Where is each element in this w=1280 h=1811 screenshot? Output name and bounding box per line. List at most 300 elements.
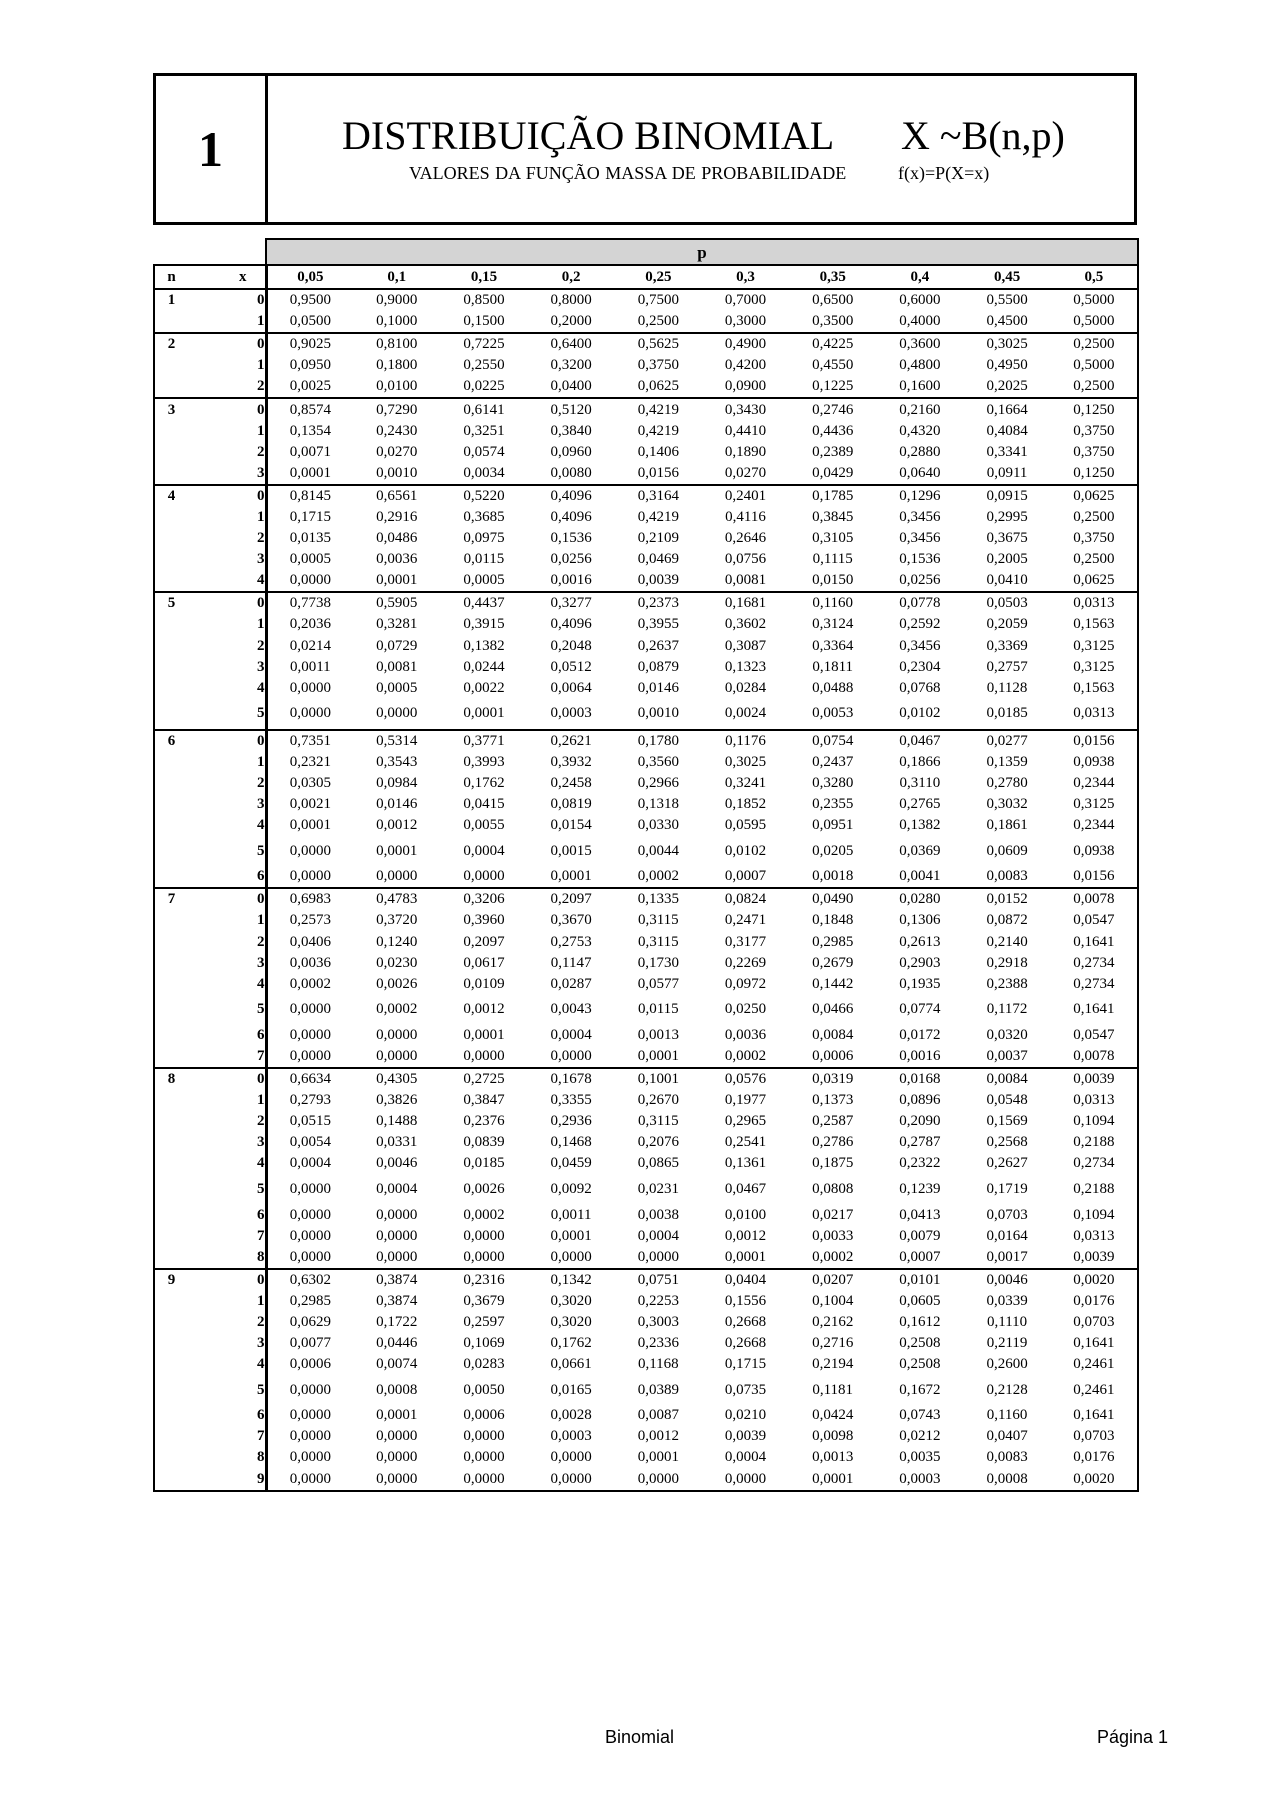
probability-cell: 0,2918 — [986, 954, 1028, 971]
probability-cell: 0,0001 — [376, 1407, 418, 1424]
probability-cell: 0,0000 — [353, 1046, 440, 1068]
table-row — [154, 1447, 1138, 1468]
probability-cell: 0,1852 — [724, 796, 767, 813]
probability-cell: 0,0021 — [289, 796, 331, 813]
probability-cell: 0,1762 — [463, 775, 505, 792]
probability-cell: 0,0270 — [702, 463, 789, 485]
probability-cell: 0,0036 — [376, 551, 418, 568]
probability-cell: 0,0001 — [702, 1247, 789, 1269]
probability-cell: 0,0079 — [899, 1227, 941, 1244]
probability-cell: 0,0446 — [376, 1335, 418, 1352]
n-cell — [154, 1046, 188, 1068]
probability-cell: 0,0000 — [615, 1469, 702, 1491]
n-cell — [154, 421, 188, 442]
n-cell — [154, 1291, 188, 1312]
probability-cell: 0,0467 — [724, 1180, 767, 1197]
probability-cell: 0,3025 — [724, 753, 767, 770]
probability-cell: 0,0064 — [550, 679, 592, 696]
probability-cell: 0,4320 — [899, 422, 941, 439]
probability-cell: 0,0001 — [615, 1046, 702, 1068]
table-row — [154, 752, 1138, 773]
probability-cell: 0,0100 — [724, 1206, 767, 1223]
probability-cell: 0,1866 — [899, 753, 941, 770]
probability-cell: 0,0577 — [637, 975, 679, 992]
probability-cell: 0,7351 — [266, 730, 353, 752]
probability-cell: 0,0743 — [899, 1407, 941, 1424]
x-cell: 1 — [188, 614, 266, 635]
x-cell: 3 — [188, 463, 266, 485]
probability-cell: 0,9000 — [376, 292, 418, 309]
probability-cell: 0,1147 — [550, 954, 592, 971]
x-cell: 2 — [188, 636, 266, 657]
table-body — [154, 289, 1138, 1491]
probability-cell: 0,1977 — [724, 1092, 767, 1109]
probability-cell: 0,0013 — [812, 1449, 854, 1466]
probability-cell: 0,0703 — [1051, 1426, 1138, 1447]
probability-cell: 0,0000 — [463, 1227, 505, 1244]
probability-cell: 0,0001 — [266, 463, 353, 485]
p-header: p — [266, 239, 1138, 265]
probability-cell: 0,2587 — [812, 1113, 854, 1130]
table-row — [154, 1153, 1138, 1174]
x-cell: 3 — [188, 549, 266, 570]
p-column-header: 0,25 — [615, 265, 702, 289]
probability-cell: 0,1563 — [1051, 614, 1138, 635]
probability-cell: 0,5000 — [1051, 311, 1138, 333]
probability-cell: 0,2430 — [376, 422, 418, 439]
footer-page-number: Página 1 — [1096, 1727, 1168, 1747]
probability-cell: 0,1110 — [987, 1313, 1028, 1330]
probability-cell: 0,0037 — [964, 1046, 1051, 1068]
probability-cell: 0,2668 — [724, 1335, 767, 1352]
table-row — [154, 355, 1138, 376]
probability-cell: 0,0146 — [376, 796, 418, 813]
probability-cell: 0,0339 — [986, 1292, 1028, 1309]
n-cell — [154, 678, 188, 699]
table-row — [154, 773, 1138, 794]
table-row — [154, 636, 1138, 657]
n-column-header: n — [154, 265, 188, 289]
probability-cell: 0,4783 — [353, 888, 440, 910]
probability-cell: 0,3032 — [986, 796, 1028, 813]
probability-cell: 0,1536 — [550, 530, 592, 547]
probability-cell: 0,1730 — [637, 954, 679, 971]
probability-cell: 0,4800 — [899, 357, 941, 374]
probability-cell: 0,0168 — [876, 1068, 963, 1090]
probability-cell: 0,1004 — [812, 1292, 854, 1309]
probability-cell: 0,1335 — [615, 888, 702, 910]
probability-cell: 0,1181 — [812, 1381, 854, 1398]
table-row — [154, 1204, 1138, 1225]
probability-cell: 0,1811 — [812, 658, 854, 675]
probability-cell: 0,1719 — [986, 1180, 1028, 1197]
n-cell — [154, 355, 188, 376]
probability-cell: 0,0150 — [789, 570, 876, 592]
probability-cell: 0,5625 — [615, 333, 702, 355]
probability-cell: 0,0000 — [376, 1227, 418, 1244]
probability-cell: 0,0389 — [637, 1381, 679, 1398]
n-cell — [154, 1375, 188, 1405]
probability-cell: 0,2389 — [812, 443, 854, 460]
n-cell: 8 — [154, 1068, 188, 1090]
probability-cell: 0,0176 — [1051, 1447, 1138, 1468]
table-row — [154, 463, 1138, 485]
probability-cell: 0,7290 — [353, 398, 440, 420]
probability-cell: 0,5120 — [528, 398, 615, 420]
probability-cell: 0,0115 — [637, 1001, 679, 1018]
probability-cell: 0,2734 — [1051, 1153, 1138, 1174]
probability-cell: 0,3177 — [724, 933, 767, 950]
blank-corner — [154, 239, 188, 265]
probability-cell: 0,4219 — [637, 508, 679, 525]
probability-cell: 0,9025 — [266, 333, 353, 355]
table-row — [154, 421, 1138, 442]
probability-cell: 0,1715 — [289, 508, 331, 525]
x-cell: 8 — [188, 1447, 266, 1468]
probability-cell: 0,0092 — [550, 1180, 592, 1197]
distribution-formula: X ~B(n,p) — [901, 113, 1065, 158]
probability-cell: 0,3341 — [986, 443, 1028, 460]
probability-cell: 0,3115 — [637, 933, 679, 950]
probability-cell: 0,0083 — [964, 866, 1051, 888]
probability-cell: 0,1160 — [986, 1407, 1028, 1424]
probability-cell: 0,2162 — [812, 1313, 854, 1330]
probability-cell: 0,0008 — [376, 1381, 418, 1398]
probability-cell: 0,3105 — [812, 530, 854, 547]
probability-cell: 0,1406 — [637, 443, 679, 460]
x-cell: 3 — [188, 953, 266, 974]
probability-cell: 0,2036 — [289, 616, 331, 633]
probability-cell: 0,1785 — [789, 485, 876, 507]
probability-cell: 0,0109 — [463, 975, 505, 992]
probability-cell: 0,1323 — [724, 658, 767, 675]
probability-cell: 0,5000 — [1051, 289, 1138, 311]
n-cell — [154, 1226, 188, 1247]
probability-cell: 0,0407 — [986, 1428, 1028, 1445]
probability-cell: 0,3280 — [812, 775, 854, 792]
probability-cell: 0,1722 — [376, 1313, 418, 1330]
probability-cell: 0,0003 — [550, 1428, 592, 1445]
probability-cell: 0,0000 — [615, 1247, 702, 1269]
n-cell: 1 — [154, 289, 188, 311]
probability-cell: 0,0000 — [353, 866, 440, 888]
probability-cell: 0,0625 — [615, 376, 702, 398]
table-row — [154, 866, 1138, 888]
table-row — [154, 1132, 1138, 1153]
x-cell: 0 — [188, 289, 266, 311]
x-cell: 3 — [188, 1333, 266, 1354]
probability-cell: 0,0004 — [637, 1227, 679, 1244]
table-row — [154, 1426, 1138, 1447]
probability-cell: 0,0006 — [463, 1407, 505, 1424]
probability-cell: 0,0661 — [550, 1356, 592, 1373]
probability-cell: 0,2734 — [1051, 953, 1138, 974]
footer-sheet-name: Binomial — [605, 1727, 675, 1747]
x-cell: 1 — [188, 355, 266, 376]
probability-cell: 0,0008 — [964, 1469, 1051, 1491]
probability-cell: 0,0000 — [376, 1449, 418, 1466]
probability-cell: 0,0000 — [376, 1026, 418, 1043]
probability-cell: 0,2793 — [289, 1092, 331, 1109]
probability-cell: 0,1160 — [789, 592, 876, 614]
probability-cell: 0,0185 — [463, 1155, 505, 1172]
probability-cell: 0,0500 — [266, 311, 353, 333]
table-row — [154, 507, 1138, 528]
probability-cell: 0,1672 — [899, 1381, 941, 1398]
x-cell: 0 — [188, 888, 266, 910]
probability-cell: 0,3675 — [986, 530, 1028, 547]
probability-cell: 0,0156 — [1051, 866, 1138, 888]
probability-cell: 0,1536 — [899, 551, 941, 568]
x-cell: 5 — [188, 699, 266, 730]
probability-cell: 0,3845 — [812, 508, 854, 525]
x-cell: 0 — [188, 485, 266, 507]
x-cell: 1 — [188, 311, 266, 333]
x-cell: 0 — [188, 1068, 266, 1090]
probability-cell: 0,2880 — [899, 443, 941, 460]
probability-cell: 0,0625 — [1051, 570, 1138, 592]
table-row — [154, 333, 1138, 355]
probability-cell: 0,2573 — [289, 912, 331, 929]
probability-cell: 0,1800 — [376, 357, 418, 374]
probability-cell: 0,0074 — [376, 1356, 418, 1373]
table-row — [154, 1090, 1138, 1111]
probability-cell: 0,6561 — [353, 485, 440, 507]
x-cell: 2 — [188, 442, 266, 463]
x-cell: 4 — [188, 678, 266, 699]
probability-cell: 0,0429 — [789, 463, 876, 485]
probability-cell: 0,1172 — [986, 1001, 1028, 1018]
probability-cell: 0,2458 — [550, 775, 592, 792]
probability-cell: 0,6500 — [812, 292, 854, 309]
probability-cell: 0,0270 — [376, 443, 418, 460]
probability-cell: 0,2344 — [1051, 773, 1138, 794]
x-cell: 1 — [188, 1090, 266, 1111]
probability-cell: 0,8000 — [550, 292, 592, 309]
probability-cell: 0,0135 — [289, 530, 331, 547]
probability-cell: 0,0011 — [550, 1206, 592, 1223]
pmf-formula: f(x)=P(X=x) — [898, 163, 990, 183]
probability-cell: 0,2765 — [899, 796, 941, 813]
table-row — [154, 528, 1138, 549]
n-cell — [154, 1247, 188, 1269]
probability-cell: 0,0002 — [615, 866, 702, 888]
n-cell — [154, 1405, 188, 1426]
sheet-number: 1 — [156, 76, 268, 222]
x-cell: 6 — [188, 1204, 266, 1225]
probability-cell: 0,6141 — [440, 398, 527, 420]
probability-cell: 0,3164 — [615, 485, 702, 507]
probability-cell: 0,0212 — [899, 1428, 941, 1445]
n-cell: 4 — [154, 485, 188, 507]
probability-cell: 0,0010 — [615, 699, 702, 730]
probability-cell: 0,0102 — [876, 699, 963, 730]
probability-cell: 0,2786 — [812, 1134, 854, 1151]
probability-cell: 0,3020 — [550, 1313, 592, 1330]
probability-cell: 0,0217 — [812, 1206, 854, 1223]
probability-cell: 0,0012 — [463, 1001, 505, 1018]
probability-cell: 0,0007 — [876, 1247, 963, 1269]
probability-cell: 0,3560 — [637, 753, 679, 770]
probability-cell: 0,0000 — [289, 1026, 331, 1043]
probability-cell: 0,0102 — [724, 842, 767, 859]
probability-cell: 0,1569 — [986, 1113, 1028, 1130]
probability-cell: 0,0424 — [812, 1407, 854, 1424]
probability-cell: 0,2269 — [724, 954, 767, 971]
probability-cell: 0,0313 — [1051, 1090, 1138, 1111]
probability-cell: 0,3750 — [1051, 442, 1138, 463]
p-column-header: 0,2 — [528, 265, 615, 289]
table-row — [154, 311, 1138, 333]
probability-cell: 0,0231 — [637, 1180, 679, 1197]
probability-cell: 0,0001 — [463, 1026, 505, 1043]
probability-cell: 0,6302 — [266, 1269, 353, 1291]
probability-cell: 0,0146 — [637, 679, 679, 696]
probability-cell: 0,0824 — [702, 888, 789, 910]
probability-cell: 0,0001 — [789, 1469, 876, 1491]
probability-cell: 0,2500 — [1051, 507, 1138, 528]
x-cell: 4 — [188, 1354, 266, 1375]
page-title: DISTRIBUIÇÃO BINOMIAL — [342, 113, 835, 158]
probability-cell: 0,3369 — [986, 637, 1028, 654]
probability-cell: 0,0055 — [463, 817, 505, 834]
probability-cell: 0,0028 — [550, 1407, 592, 1424]
probability-cell: 0,0000 — [289, 1227, 331, 1244]
probability-cell: 0,4500 — [964, 311, 1051, 333]
probability-cell: 0,1715 — [724, 1356, 767, 1373]
probability-cell: 0,3456 — [899, 530, 941, 547]
probability-cell: 0,0004 — [289, 1155, 331, 1172]
x-cell: 0 — [188, 398, 266, 420]
probability-cell: 0,0774 — [899, 1001, 941, 1018]
probability-cell: 0,1641 — [1051, 1405, 1138, 1426]
table-row — [154, 1174, 1138, 1204]
probability-cell: 0,0016 — [876, 1046, 963, 1068]
probability-cell: 0,0001 — [353, 570, 440, 592]
x-cell: 8 — [188, 1247, 266, 1269]
probability-cell: 0,3456 — [899, 637, 941, 654]
probability-cell: 0,0574 — [463, 443, 505, 460]
probability-cell: 0,3251 — [463, 422, 505, 439]
probability-cell: 0,3826 — [376, 1092, 418, 1109]
probability-cell: 0,2592 — [899, 616, 941, 633]
probability-cell: 0,1935 — [899, 975, 941, 992]
probability-cell: 0,0486 — [376, 530, 418, 547]
probability-cell: 0,2005 — [986, 551, 1028, 568]
probability-cell: 0,1890 — [724, 443, 767, 460]
n-cell — [154, 1426, 188, 1447]
probability-cell: 0,0617 — [463, 954, 505, 971]
probability-cell: 0,0050 — [463, 1381, 505, 1398]
probability-cell: 0,0071 — [289, 443, 331, 460]
probability-cell: 0,0000 — [353, 1469, 440, 1491]
probability-cell: 0,4900 — [702, 333, 789, 355]
x-cell: 5 — [188, 995, 266, 1025]
probability-cell: 0,6000 — [899, 292, 941, 309]
probability-cell: 0,0960 — [550, 443, 592, 460]
probability-cell: 0,2461 — [1051, 1375, 1138, 1405]
table-row — [154, 570, 1138, 592]
n-cell — [154, 442, 188, 463]
probability-cell: 0,0005 — [376, 679, 418, 696]
probability-cell: 0,0039 — [1051, 1247, 1138, 1269]
probability-cell: 0,0000 — [702, 1469, 789, 1491]
table-row — [154, 1291, 1138, 1312]
n-cell — [154, 773, 188, 794]
probability-cell: 0,0038 — [637, 1206, 679, 1223]
x-cell: 1 — [188, 1291, 266, 1312]
probability-cell: 0,1094 — [1051, 1111, 1138, 1132]
n-cell — [154, 657, 188, 678]
probability-cell: 0,0515 — [289, 1113, 331, 1130]
probability-cell: 0,1094 — [1051, 1204, 1138, 1225]
n-cell — [154, 463, 188, 485]
probability-cell: 0,0156 — [1051, 730, 1138, 752]
probability-cell: 0,1641 — [1051, 995, 1138, 1025]
p-column-header: 0,45 — [964, 265, 1051, 289]
probability-cell: 0,1342 — [528, 1269, 615, 1291]
probability-cell: 0,0330 — [637, 817, 679, 834]
probability-cell: 0,8500 — [463, 292, 505, 309]
probability-cell: 0,2461 — [1051, 1354, 1138, 1375]
probability-cell: 0,0002 — [463, 1206, 505, 1223]
probability-cell: 0,0000 — [353, 699, 440, 730]
probability-cell: 0,0754 — [789, 730, 876, 752]
x-cell: 7 — [188, 1226, 266, 1247]
x-cell: 6 — [188, 866, 266, 888]
probability-cell: 0,3685 — [463, 508, 505, 525]
table-row — [154, 794, 1138, 815]
probability-cell: 0,0900 — [702, 376, 789, 398]
n-cell: 2 — [154, 333, 188, 355]
probability-cell: 0,0000 — [266, 866, 353, 888]
probability-cell: 0,1069 — [463, 1335, 505, 1352]
probability-cell: 0,0915 — [964, 485, 1051, 507]
probability-cell: 0,3600 — [876, 333, 963, 355]
probability-cell: 0,3750 — [1051, 528, 1138, 549]
probability-cell: 0,0054 — [289, 1134, 331, 1151]
probability-cell: 0,2757 — [986, 658, 1028, 675]
probability-cell: 0,1875 — [812, 1155, 854, 1172]
probability-cell: 0,4084 — [986, 422, 1028, 439]
x-cell: 5 — [188, 836, 266, 866]
n-cell — [154, 549, 188, 570]
probability-cell: 0,0625 — [1051, 485, 1138, 507]
probability-cell: 0,0313 — [1051, 592, 1138, 614]
table-row — [154, 592, 1138, 614]
probability-cell: 0,0010 — [353, 463, 440, 485]
probability-cell: 0,0210 — [724, 1407, 767, 1424]
probability-cell: 0,1354 — [289, 422, 331, 439]
probability-cell: 0,4096 — [550, 508, 592, 525]
probability-cell: 0,2965 — [724, 1113, 767, 1130]
n-cell — [154, 699, 188, 730]
probability-cell: 0,0152 — [964, 888, 1051, 910]
x-cell: 3 — [188, 657, 266, 678]
probability-cell: 0,0002 — [789, 1247, 876, 1269]
probability-cell: 0,2916 — [376, 508, 418, 525]
probability-cell: 0,4200 — [724, 357, 767, 374]
probability-cell: 0,4550 — [812, 357, 854, 374]
x-cell: 0 — [188, 730, 266, 752]
table-row — [154, 1046, 1138, 1068]
x-cell: 4 — [188, 1153, 266, 1174]
table-row — [154, 836, 1138, 866]
probability-cell: 0,0000 — [440, 1247, 527, 1269]
probability-cell: 0,0629 — [289, 1313, 331, 1330]
probability-cell: 0,0000 — [353, 1247, 440, 1269]
probability-cell: 0,2090 — [899, 1113, 941, 1130]
